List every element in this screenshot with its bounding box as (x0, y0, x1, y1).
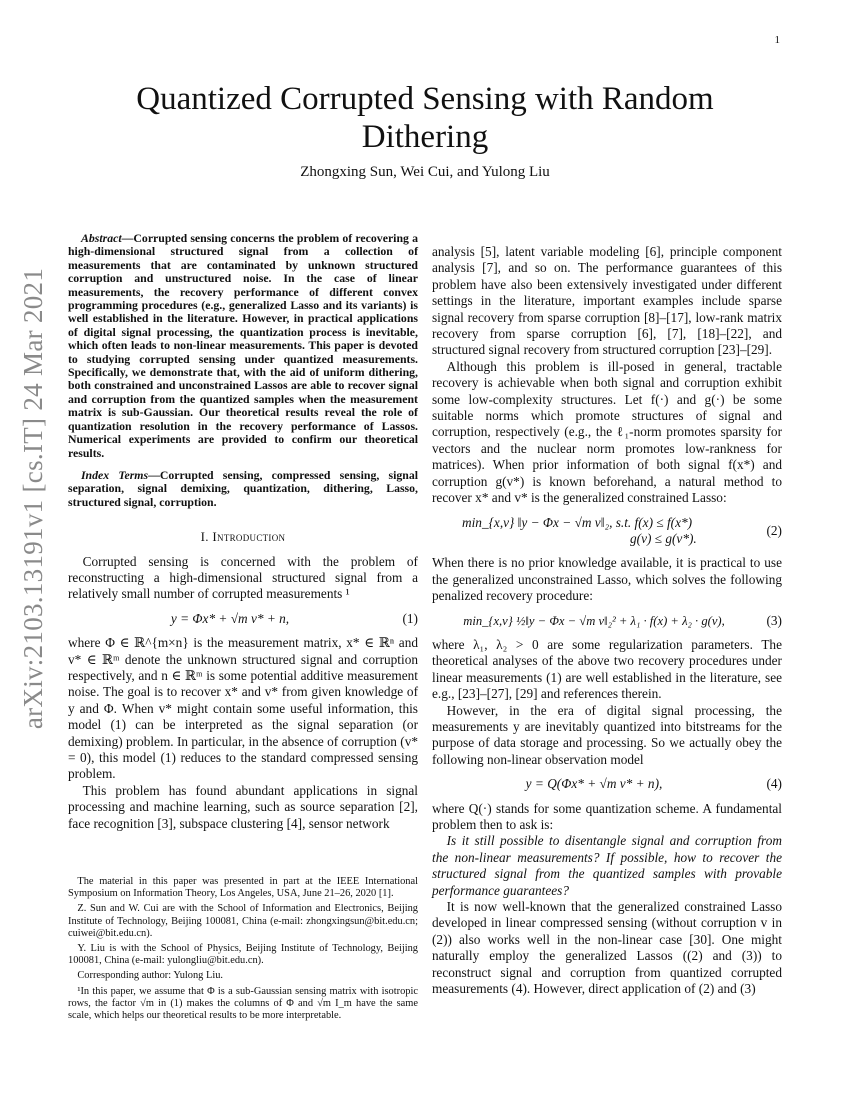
abstract (68, 232, 418, 460)
intro-paragraph-2: where Φ ∈ ℝ^{m×n} is the measurement matrix, x* ∈ ℝⁿ and v* ∈ ℝᵐ denote the unknown structured signal and corruption respectively, and n ∈ ℝᵐ is some potential additive measurement noise. The goal is to recover x* and v* from given knowledge of y and Φ. When v* might contain some useful information, this model (1) can be interpreted as the signal separation (or demixing) problem. In particular, in the absence of corruption (v* = 0), this model (1) reduces to the standard compressed sensing problem. (68, 635, 418, 782)
equation-1-number: (1) (402, 610, 418, 626)
equation-1 (68, 611, 418, 627)
equation-4 (432, 776, 782, 792)
footnotes (68, 876, 418, 1025)
section-heading-introduction (68, 529, 418, 545)
footnote-conference: The material in this paper was presented in part at the IEEE International Symposium on Information Theory, Los Angeles, USA, June 21–26, 2020 [1]. (68, 876, 418, 900)
left-column (68, 231, 418, 1022)
research-question: Is it still possible to disentangle signal and corruption from the non-linear measurements? If possible, how to recover the structured signal from the quantized samples with provable performance guarantees? (432, 833, 782, 898)
equation-3-body: min_{x,v} ½‖y − Φx − √m v‖₂² + λ₁ · f(x) + λ₂ · g(v), (463, 613, 725, 628)
right-paragraph-3: When there is no prior knowledge available, it is practical to use the generalized unconstrained Lasso, which solves the following penalized recovery procedure: (432, 555, 782, 604)
index-terms-label: Index Terms (80, 467, 149, 482)
right-column (432, 244, 782, 997)
page-number: 1 (774, 34, 780, 46)
section-title: Introduction (212, 529, 286, 545)
right-paragraph-5: However, in the era of digital signal processing, the measurements y are inevitably quantized into bitstreams for the purpose of data storage and processing. So we actually obey the following non-linear observation model (432, 702, 782, 767)
footnote-1: ¹In this paper, we assume that Φ is a sub-Gaussian sensing matrix with isotropic rows, the factor √m in (1) makes the columns of Φ and √m I_m have the same scale, which helps our theoretical results to be more interpretable. (68, 985, 418, 1022)
intro-paragraph-1: Corrupted sensing is concerned with the problem of reconstructing a high-dimensional structured signal from a relatively small number of corrupted measurements ¹ (68, 553, 418, 602)
equation-4-body: y = Q(Φx* + √m v* + n), (525, 776, 663, 792)
paper-authors: Zhongxing Sun, Wei Cui, and Yulong Liu (300, 164, 550, 180)
abstract-text: —Corrupted sensing concerns the problem of recovering a high-dimensional structured signal from a collection of measurements that are contaminated by unknown structured corruption and unstructured noise. In the case of linear measurements, the recovery performance of different convex programming procedures (e.g., generalized Lasso and its variants) is well established in the literature. However, in practical applications of digital signal processing, the quantization process is inevitable, which often leads to non-linear measurements. This paper is devoted to studying corrupted sensing under quantized measurements. Specifically, we demonstrate that, with the aid of uniform dithering, both constrained and unconstrained Lassos are able to recover signal and corruption from the quantized samples when the measurement matrix is sub-Gaussian. Our theoretical results reveal the role of quantization resolution in the recovery performance of Lassos. Numerical experiments are provided to confirm our theoretical results. (68, 231, 418, 460)
equation-2 (432, 515, 782, 548)
footnote-affiliation-sun-cui: Z. Sun and W. Cui are with the School of Information and Electronics, Beijing Institute of Technology, Beijing 100081, China (e-mail: zhongxingsun@bit.edu.cn; cuiwei@bit.edu.cn). (68, 903, 418, 939)
intro-paragraph-3: This problem has found abundant applications in signal processing and machine learning, such as source separation [2], face recognition [3], subspace clustering [4], sensor network (68, 782, 418, 831)
equation-1-body: y = Φx* + √m v* + n, (170, 610, 290, 626)
right-paragraph-7: It is now well-known that the generalized constrained Lasso developed in linear compressed sensing (without corruption v in (2)) also works well in the non-linear case [30]. One might naturally employ the generalized Lassos ((2) and (3)) to reconstruct signal and corruption from quantized corrupted measurements (4). However, direct application of (2) and (3) (432, 899, 782, 997)
equation-3-number: (3) (766, 612, 782, 628)
arxiv-sidebar (10, 267, 58, 729)
right-paragraph-4: where λ₁, λ₂ > 0 are some regularization parameters. The theoretical analyses of the above two recovery procedures under linear measurements (1) are well established in the literature, see e.g., [23]–[27], [29] and references therein. (432, 636, 782, 702)
footnote-affiliation-liu: Y. Liu is with the School of Physics, Beijing Institute of Technology, Beijing 100081, China (e-mail: yulongliu@bit.edu.cn). (68, 943, 418, 967)
arxiv-identifier: arXiv:2103.13191v1 [cs.IT] 24 Mar 2021 (18, 267, 49, 729)
footnote-corresponding-author: Corresponding author: Yulong Liu. (77, 970, 224, 982)
right-paragraph-6: where Q(·) stands for some quantization scheme. A fundamental problem then to ask is: (432, 800, 782, 832)
section-number: I. (200, 529, 213, 545)
equation-2-number: (2) (766, 522, 782, 538)
equation-2-line-2: g(v) ≤ g(v*). (630, 530, 697, 546)
right-paragraph-1: analysis [5], latent variable modeling [6], principle component analysis [7], and so on. The performance guarantees of this problem have also been extensively investigated under different settings in the literature, important examples include sparse signal recovery from sparse corruption [8]–[17], low-rank matrix recovery from sparse corruption [6], [7], [18]–[22], and structured signal recovery from structured corruption [23]–[29]. (432, 244, 782, 358)
equation-3 (432, 613, 782, 629)
index-terms (68, 469, 418, 509)
equation-2-line-1: min_{x,v} ‖y − Φx − √m v‖₂, s.t. f(x) ≤ f(x*) (462, 514, 693, 530)
paper-title: Quantized Corrupted Sensing with Random Dithering (136, 81, 714, 155)
equation-4-number: (4) (766, 776, 782, 792)
right-paragraph-2: Although this problem is ill-posed in general, tractable recovery is achievable when both signal and corruption exhibit some low-complexity structures. Let f(·) and g(·) be some suitable norms which promote structures of signal and corruption, respectively (e.g., the ℓ₁-norm promotes sparsity for vectors and the nuclear norm promotes low-rankness for matrices). When prior information of both signal f(x*) and corruption g(v*) is known beforehand, a natural method to recover x* and v* is the generalized constrained Lasso: (432, 358, 782, 506)
abstract-label: Abstract (80, 231, 122, 245)
index-terms-text: —Corrupted sensing, compressed sensing, signal separation, signal demixing, quantization, dithering, Lasso, structured signal, corruption. (68, 467, 418, 509)
